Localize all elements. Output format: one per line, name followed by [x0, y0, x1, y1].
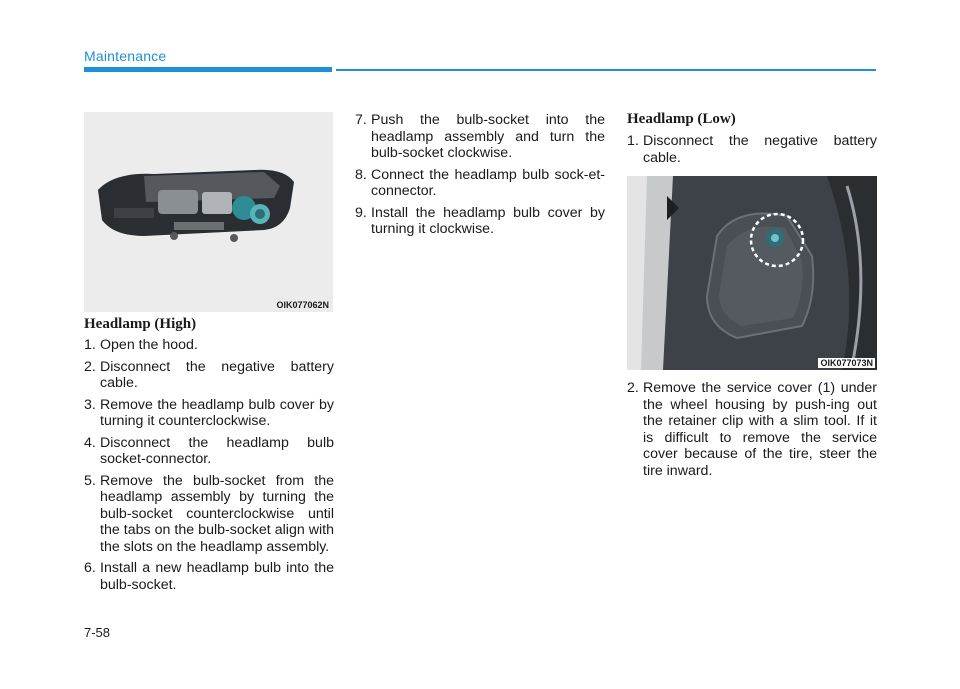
header-bar-thick — [84, 67, 332, 72]
headlamp-low-heading: Headlamp (Low) — [627, 111, 736, 127]
figure-code: OIK077062N — [276, 300, 329, 310]
list-item: 1. Open the hood. — [84, 337, 198, 353]
headlamp-high-heading: Headlamp (High) — [84, 316, 197, 332]
list-item: 7. Push the bulb-socket into the headlamp assembly and turn the bulb-socket clockwise. — [355, 112, 605, 161]
list-item: 8. Connect the headlamp bulb sock-et-connector. — [355, 166, 605, 199]
section-title: Maintenance — [84, 48, 167, 64]
headlamp-low-steps-part2 — [627, 380, 877, 484]
headlamp-high-steps-part1 — [84, 337, 334, 598]
headlamp-assembly-illustration — [84, 112, 333, 312]
list-item: 1. Disconnect the negative battery cable. — [627, 133, 877, 166]
headlamp-assembly-image — [84, 112, 333, 312]
list-item: 3. Remove the headlamp bulb cover by turning it counterclockwise. — [84, 396, 334, 429]
list-item: 4. Disconnect the headlamp bulb socket-connector. — [84, 434, 334, 467]
headlamp-high-steps-part2 — [355, 112, 605, 243]
service-cover-image — [627, 176, 877, 370]
list-item: 9. Install the headlamp bulb cover by turning it clockwise. — [355, 204, 605, 237]
list-item: 6. Install a new headlamp bulb into the bulb-socket. — [84, 560, 334, 593]
page-number: 7-58 — [84, 625, 111, 640]
list-item: 5. Remove the bulb-socket from the headlamp assembly by turning the bulb-socket counterclockwise until the tabs on the bulb-socket align with the slots on the headlamp assembly. — [84, 472, 334, 555]
service-cover-illustration — [627, 176, 877, 370]
list-item: 2. Remove the service cover (1) under the wheel housing by push-ing out the retainer clip with a slim tool. If it is difficult to remove the service cover because of the tire, steer the tire inward. — [627, 380, 877, 479]
figure-code: OIK077073N — [820, 358, 873, 368]
headlamp-low-steps-part1 — [627, 133, 877, 171]
header-bar-thin — [336, 69, 876, 71]
list-item: 2. Disconnect the negative battery cable. — [84, 358, 334, 391]
